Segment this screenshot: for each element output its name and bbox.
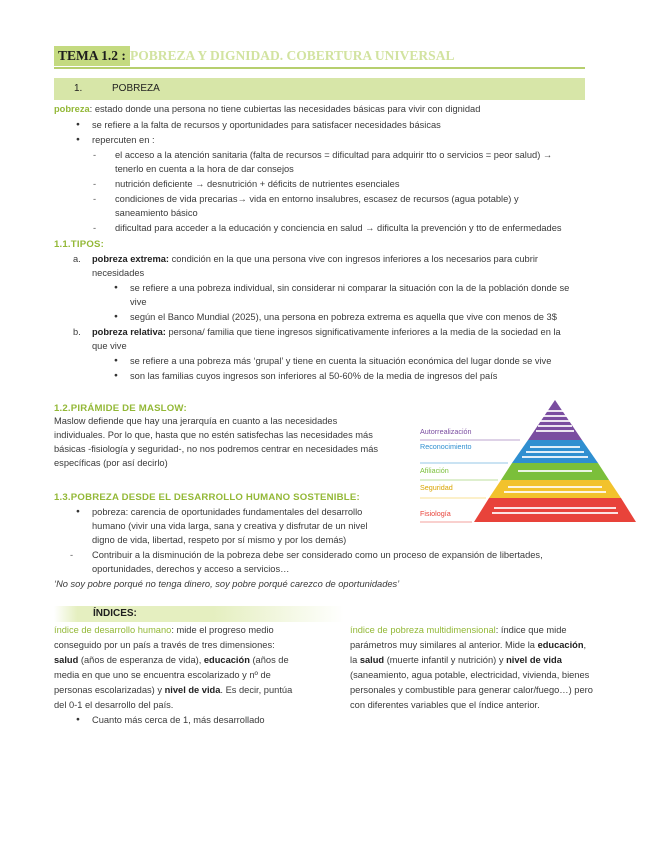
dash-item: - nutrición deficiente → desnutrición + déficits de nutrientes esenciales (115, 178, 400, 191)
subheading-desarrollo: 1.3.POBREZA DESDE EL DESARROLLO HUMANO SOSTENIBLE: (54, 492, 360, 503)
pobreza-relativa-text-continued: que vive (92, 341, 127, 351)
section-number: 1. (74, 83, 83, 94)
ipm-text: (muerte infantil y nutrición) y (384, 655, 507, 665)
bullet-item: ● se refiere a una pobreza más ‘grupal’ y tiene en cuenta la situación económica del lugar donde se vive (130, 355, 551, 368)
ipm-text: personales y combustible para generar calor/fuego…) pero (350, 685, 593, 695)
pyramid-label: Autorrealización (420, 427, 472, 436)
bullet-item: ● son las familias cuyos ingresos son inferiores al 50-60% de la media de ingresos del país (130, 370, 497, 383)
pyramid-level-fisiologia (474, 498, 636, 522)
pobreza-extrema-text-continued: necesidades (92, 268, 145, 278)
pobreza-extrema-text: condición en la que una persona vive con ingresos inferiores a los necesarios para cubrir (169, 254, 538, 264)
ipm-text: con diferentes variables que el índice anterior. (350, 700, 540, 710)
list-label-b: b. (73, 327, 81, 337)
bullet-item: ● Cuanto más cerca de 1, más desarrollado (92, 714, 265, 727)
bullet-item: ● se refiere a la falta de recursos y oportunidades para satisfacer necesidades básicas (92, 119, 441, 132)
ipm-text-line (350, 654, 562, 667)
pobreza-relativa-line (92, 326, 561, 339)
dash-item-continued: tenerlo en cuenta a la hora de dar consejos (115, 164, 294, 174)
section-title: POBREZA (112, 83, 160, 94)
ipm-nivel-vida: nivel de vida (506, 655, 562, 665)
dash-item-continued: oportunidades, derechos y acceso a servicios… (92, 564, 290, 574)
idh-nivel-vida: nivel de vida (164, 685, 221, 695)
idh-text: (años de (249, 655, 289, 665)
idh-text: del 0-1 el desarrollo del país. (54, 700, 174, 710)
pyramid-label: Reconocimiento (420, 442, 472, 451)
maslow-text: Maslow defiende que hay una jerarquía en cuanto a las necesidades (54, 416, 338, 426)
idh-line (54, 624, 274, 637)
dash-item-continued: saneamiento básico (115, 208, 198, 218)
quote: ‘No soy pobre porqué no tenga dinero, soy pobre porqué carezco de oportunidades’ (54, 579, 400, 589)
dash-item: - condiciones de vida precarias→ vida en entorno insalubres, escasez de recursos (agua potable) y (115, 193, 519, 206)
idh-text: (años de esperanza de vida), (78, 655, 204, 665)
ipm-line (350, 624, 567, 637)
maslow-text: específicas (por así decirlo) (54, 458, 168, 468)
pyramid-label: Afiliación (420, 466, 449, 475)
ipm-salud: salud (359, 655, 385, 665)
maslow-text: básicas -fisiología y seguridad-, no nos podremos centrar en necesidades más (54, 444, 379, 454)
ipm-educacion: educación (537, 640, 584, 650)
idh-text: personas escolarizadas) y (54, 685, 165, 695)
ipm-text: : índice que mide (495, 625, 567, 635)
ipm-term: índice de pobreza multidimensional (350, 625, 496, 635)
pobreza-extrema-term: pobreza extrema: (92, 254, 169, 264)
definition-text: : estado donde una persona no tiene cubiertas las necesidades básicas para vivir con dignidad (89, 104, 481, 114)
indices-heading: ÍNDICES: (93, 608, 137, 619)
bullet-item-continued: digno de vida, libertad, respeto por sí mismo y por los demás) (92, 535, 347, 545)
definition-line (54, 103, 480, 116)
pyramid-graphic (420, 400, 640, 528)
ipm-text: (saneamiento, agua potable, electricidad, vivienda, bienes (350, 670, 590, 680)
dash-item: - dificultad para acceder a la educación y conciencia en salud → dificulta la prevención y tto de enfermedades (115, 222, 562, 235)
ipm-text: parámetros muy similares al anterior. Mide la (350, 640, 538, 650)
ipm-text: la (350, 655, 360, 665)
ipm-text: , (583, 640, 587, 650)
idh-text-line (54, 684, 292, 697)
pyramid-label: Seguridad (420, 483, 453, 492)
bullet-item: ● repercuten en : (92, 134, 155, 147)
idh-educacion: educación (203, 655, 250, 665)
pobreza-relativa-text: persona/ familia que tiene ingresos significativamente inferiores a la media de la sociedad en la (165, 327, 561, 337)
pobreza-extrema-line (92, 253, 538, 266)
pobreza-relativa-term: pobreza relativa: (92, 327, 166, 337)
maslow-text: individuales. Por lo que, hasta que no estén satisfechas las necesidades más (54, 430, 373, 440)
bullet-item-continued: vive (130, 297, 147, 307)
bullet-item: ● se refiere a una pobreza individual, sin considerar ni comparar la situación con la de la población donde se (130, 282, 569, 295)
bullet-item: ● pobreza: carencia de oportunidades fundamentales del desarrollo (92, 506, 362, 519)
section-heading-pobreza (54, 78, 585, 100)
definition-term: pobreza (54, 104, 90, 114)
idh-text: : mide el progreso medio (171, 625, 274, 635)
dash-item: - el acceso a la atención sanitaria (falta de recursos = dificultad para adquirir tto o servicios = peor salud) → (115, 149, 552, 162)
idh-term: índice de desarrollo humano (54, 625, 172, 635)
maslow-pyramid (420, 400, 640, 528)
idh-text: conseguido por un país a través de tres dimensiones: (54, 640, 275, 650)
dash-item: - Contribuir a la disminución de la pobreza debe ser considerado como un proceso de expansión de libertades, (92, 549, 543, 562)
idh-text-line (54, 654, 289, 667)
idh-text: . Es decir, puntúa (220, 685, 293, 695)
list-label-a: a. (73, 254, 81, 264)
idh-text: media en que uno se encuentra escolarizado y nº de (54, 670, 271, 680)
pyramid-level-seguridad (489, 480, 621, 498)
page-title: POBREZA Y DIGNIDAD. COBERTURA UNIVERSAL (130, 48, 455, 63)
topic-number: TEMA 1.2 : (54, 46, 130, 66)
idh-salud: salud (54, 655, 79, 665)
indices-heading-bar (54, 606, 344, 622)
subheading-tipos: 1.1.TIPOS: (54, 239, 104, 250)
title-bar (54, 46, 585, 69)
bullet-item-continued: humano (vivir una vida larga, sana y creativa y disfrutar de un nivel (92, 521, 368, 531)
subheading-maslow: 1.2.PIRÁMIDE DE MASLOW: (54, 403, 187, 414)
bullet-item: ● según el Banco Mundial (2025), una persona en pobreza extrema es aquella que vive con menos de 3$ (130, 311, 557, 324)
ipm-text-line (350, 639, 586, 652)
pyramid-label: Fisiología (420, 509, 451, 518)
